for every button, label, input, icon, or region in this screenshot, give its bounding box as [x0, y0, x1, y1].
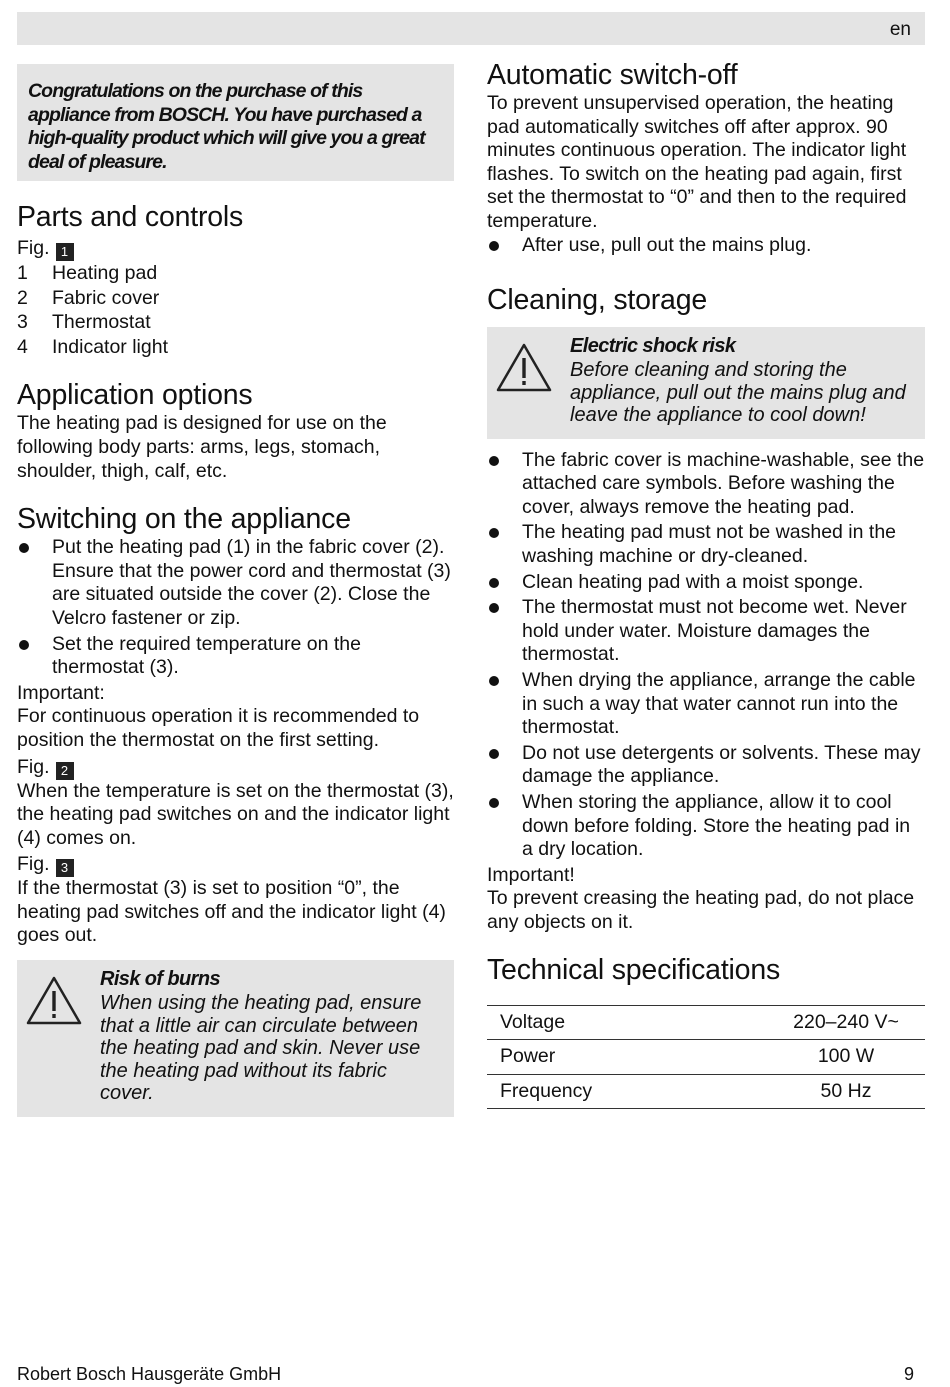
list-item: [17, 310, 454, 335]
bullet-icon: [489, 603, 499, 613]
cleaning-bullets: [487, 449, 925, 862]
list-item: [487, 571, 925, 595]
bullet-icon: [489, 241, 499, 251]
cleaning-heading: Cleaning, storage: [487, 284, 707, 317]
bullet-text: When drying the appliance, arrange the cable in such a way that water cannot run into the thermostat.: [522, 669, 916, 739]
spec-value: 100 W: [687, 1040, 925, 1075]
specs-table: [487, 1005, 925, 1110]
important-text: To prevent creasing the heating pad, do not place any objects on it.: [487, 887, 915, 933]
table-row: [487, 1074, 925, 1109]
shock-warning-box: [487, 327, 925, 439]
header-bar: [17, 12, 925, 45]
page-number: 9: [904, 1364, 915, 1384]
fig-label: Fig.: [17, 853, 50, 876]
bullet-text: After use, pull out the mains plug.: [522, 233, 812, 256]
list-item: [487, 791, 925, 862]
fig-label: Fig.: [17, 237, 50, 259]
bullet-icon: [489, 578, 499, 588]
list-item: [487, 742, 925, 789]
switching-heading: Switching on the appliance: [17, 503, 351, 536]
bullet-text: When storing the appliance, allow it to cool down before folding. Store the heating pad in a dry location.: [522, 790, 911, 861]
list-item: [17, 335, 454, 360]
list-item: [487, 234, 925, 258]
warning-title: Electric shock risk: [570, 335, 736, 358]
bullet-text: Clean heating pad with a moist sponge.: [522, 570, 864, 593]
spec-key: Voltage: [487, 1005, 687, 1040]
auto-off-bullets: [487, 234, 925, 258]
list-item: [487, 669, 925, 740]
warning-triangle-icon: [25, 975, 83, 1027]
item-number: 2: [17, 286, 28, 309]
item-label: Indicator light: [52, 335, 168, 358]
table-row: [487, 1005, 925, 1040]
bullet-icon: [489, 749, 499, 759]
list-item: [17, 633, 454, 680]
fig-label: Fig.: [17, 755, 50, 778]
item-label: Heating pad: [52, 262, 158, 284]
item-label: Fabric cover: [52, 286, 160, 309]
fig3-ref: [17, 852, 454, 877]
fig-number-badge: 2: [56, 762, 74, 780]
switching-bullets: [17, 536, 454, 680]
application-text: The heating pad is designed for use on the following body parts: arms, legs, stomach, shoulder, thigh, calf, etc.: [17, 412, 387, 482]
fig3-text: If the thermostat (3) is set to position “0”, the heating pad switches off and the indicator light (4) goes out.: [17, 877, 446, 947]
bullet-text: The thermostat must not become wet. Never hold under water. Moisture damages the thermostat.: [522, 596, 907, 666]
bullet-icon: [19, 543, 29, 553]
intro-text: Congratulations on the purchase of this appliance from BOSCH. You have purchased a high-quality product which will give you a great deal of pleasure.: [28, 80, 425, 173]
bullet-text: The fabric cover is machine-washable, see the attached care symbols. Before washing the cover, always remove the heating pad.: [522, 448, 925, 518]
bullet-text: Put the heating pad (1) in the fabric cover (2). Ensure that the power cord and thermostat (3) are situated outside the cover (2). Close the Velcro fastener or zip.: [52, 536, 451, 629]
spec-value: 50 Hz: [687, 1074, 925, 1109]
important-label: Important!: [487, 863, 575, 886]
right-column: [487, 58, 925, 1109]
warning-triangle-icon: [495, 342, 553, 394]
bullet-text: Do not use detergents or solvents. These may damage the appliance.: [522, 741, 921, 788]
fig2-text: When the temperature is set on the thermostat (3), the heating pad switches on and the indicator light (4) comes on.: [17, 779, 454, 849]
parts-fig-ref: [17, 236, 454, 261]
list-item: [487, 596, 925, 667]
bullet-icon: [489, 528, 499, 538]
list-item: [17, 261, 454, 286]
burns-warning-box: [17, 960, 454, 1117]
item-number: 4: [17, 335, 28, 358]
footer-company: Robert Bosch Hausgeräte GmbH: [17, 1364, 282, 1384]
item-label: Thermostat: [52, 311, 151, 334]
warning-title: Risk of burns: [100, 968, 220, 991]
list-item: [487, 521, 925, 568]
spec-key: Power: [487, 1040, 687, 1075]
left-column: [17, 58, 454, 1117]
bullet-icon: [489, 676, 499, 686]
bullet-icon: [489, 456, 499, 466]
list-item: [17, 536, 454, 630]
fig2-ref: [17, 755, 454, 780]
fig-number-badge: 3: [56, 859, 74, 877]
warning-text: When using the heating pad, ensure that a little air can circulate between the heating pad and skin. Never use the heating pad without its fabric cover.: [100, 992, 422, 1105]
parts-list: [17, 261, 454, 359]
intro-box: [17, 64, 454, 181]
important-text: For continuous operation it is recommended to position the thermostat on the first setting.: [17, 705, 420, 751]
spec-value: 220–240 V~: [687, 1005, 925, 1040]
important-label: Important:: [17, 681, 105, 704]
parts-heading: Parts and controls: [17, 201, 244, 233]
auto-off-heading: Automatic switch-off: [487, 59, 738, 91]
list-item: [17, 286, 454, 311]
table-row: [487, 1040, 925, 1075]
spec-key: Frequency: [487, 1074, 687, 1109]
item-number: 1: [17, 262, 28, 284]
item-number: 3: [17, 311, 28, 334]
application-heading: Application options: [17, 379, 253, 412]
fig-number-badge: 1: [56, 243, 74, 261]
bullet-text: The heating pad must not be washed in the washing machine or dry-cleaned.: [522, 521, 897, 568]
list-item: [487, 449, 925, 520]
bullet-icon: [19, 640, 29, 650]
warning-text: Before cleaning and storing the appliance, pull out the mains plug and leave the appliance to cool down!: [570, 359, 906, 427]
auto-off-text: To prevent unsupervised operation, the heating pad automatically switches off after approx. 90 minutes continuous operation. The indicator light flashes. To switch on the heating pad again, first set the thermostat to “0” and then to the required temperature.: [487, 92, 907, 232]
specs-heading: Technical specifications: [487, 953, 781, 986]
bullet-text: Set the required temperature on the thermostat (3).: [52, 632, 361, 679]
language-code: en: [889, 19, 911, 40]
bullet-icon: [489, 798, 499, 808]
